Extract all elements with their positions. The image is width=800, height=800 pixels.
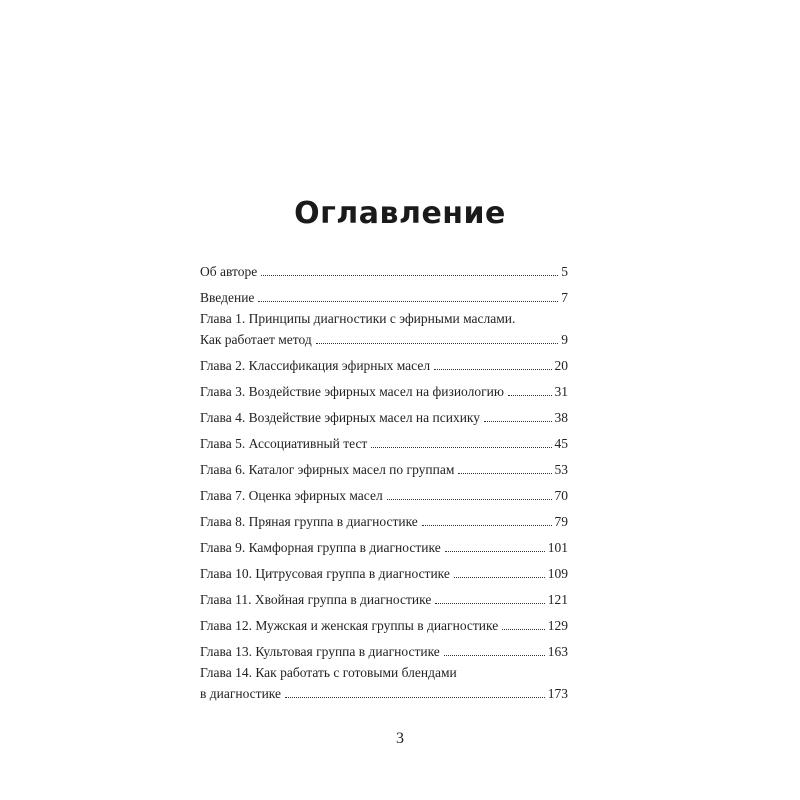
dot-leader bbox=[261, 274, 558, 276]
toc-entry-title: Глава 13. Культовая группа в диагностике bbox=[200, 644, 440, 659]
toc-entry-title: Глава 7. Оценка эфирных масел bbox=[200, 488, 383, 503]
toc-entry-page: 121 bbox=[547, 592, 568, 607]
toc-entry bbox=[200, 538, 568, 556]
toc-entry-page: 173 bbox=[547, 686, 568, 701]
toc-entry bbox=[200, 642, 568, 660]
toc-entry bbox=[200, 616, 568, 634]
dot-leader bbox=[387, 498, 552, 500]
toc-entry-title: в диагностике bbox=[200, 686, 282, 701]
toc-entry bbox=[200, 486, 568, 504]
toc-entry bbox=[200, 564, 568, 582]
toc-entry bbox=[200, 512, 568, 530]
toc-entry-page: 5 bbox=[561, 264, 568, 279]
toc-entry-page: 45 bbox=[554, 436, 568, 451]
dot-leader bbox=[435, 602, 544, 604]
toc-entry bbox=[200, 434, 568, 452]
toc-entry-title: Глава 3. Воздействие эфирных масел на физиологию bbox=[200, 384, 504, 399]
dot-leader bbox=[458, 472, 551, 474]
toc-entry-page: 38 bbox=[554, 410, 568, 425]
toc-entry-title: Глава 6. Каталог эфирных масел по группам bbox=[200, 462, 455, 477]
toc-entry-page: 31 bbox=[554, 384, 568, 399]
toc-entry bbox=[200, 288, 568, 306]
dot-leader bbox=[454, 576, 545, 578]
toc-entry-page: 109 bbox=[547, 566, 568, 581]
toc-entry-page: 129 bbox=[547, 618, 568, 633]
toc-entry bbox=[200, 684, 568, 702]
toc-entry-page: 20 bbox=[554, 358, 568, 373]
toc-entry-title: Об авторе bbox=[200, 264, 258, 279]
toc-entry-page: 163 bbox=[547, 644, 568, 659]
toc-entry-title-line1: Глава 1. Принципы диагностики с эфирными маслами. bbox=[200, 311, 516, 326]
toc-entry-page: 79 bbox=[554, 514, 568, 529]
toc-entry-title: Как работает метод bbox=[200, 332, 312, 347]
toc-entry-page: 7 bbox=[561, 290, 568, 305]
dot-leader bbox=[508, 394, 552, 396]
toc-entry-title: Глава 10. Цитрусовая группа в диагностике bbox=[200, 566, 450, 581]
dot-leader bbox=[484, 420, 551, 422]
dot-leader bbox=[434, 368, 551, 370]
toc-entry-title: Глава 11. Хвойная группа в диагностике bbox=[200, 592, 432, 607]
toc-entry-title: Глава 9. Камфорная группа в диагностике bbox=[200, 540, 441, 555]
toc-entry-page: 70 bbox=[554, 488, 568, 503]
dot-leader bbox=[422, 524, 552, 526]
page-title: Оглавление bbox=[294, 196, 506, 231]
toc-entry bbox=[200, 262, 568, 280]
toc-entry bbox=[200, 408, 568, 426]
toc-entry bbox=[200, 460, 568, 478]
toc-entry-title: Глава 4. Воздействие эфирных масел на психику bbox=[200, 410, 481, 425]
toc-entry bbox=[200, 382, 568, 400]
toc-entry-title: Введение bbox=[200, 290, 255, 305]
dot-leader bbox=[502, 628, 545, 630]
toc-entry-title: Глава 5. Ассоциативный тест bbox=[200, 436, 368, 451]
toc-entry-title: Глава 12. Мужская и женская группы в диагностике bbox=[200, 618, 499, 633]
toc-entry bbox=[200, 356, 568, 374]
toc-entry-page: 53 bbox=[554, 462, 568, 477]
dot-leader bbox=[444, 654, 545, 656]
page-number: 3 bbox=[396, 730, 404, 747]
toc-entry bbox=[200, 590, 568, 608]
dot-leader bbox=[371, 446, 551, 448]
toc-entry-title-line1: Глава 14. Как работать с готовыми блендами bbox=[200, 665, 457, 680]
toc-entry-title: Глава 2. Классификация эфирных масел bbox=[200, 358, 431, 373]
dot-leader bbox=[285, 696, 545, 698]
toc-entry bbox=[200, 330, 568, 348]
toc-entry-title: Глава 8. Пряная группа в диагностике bbox=[200, 514, 418, 529]
toc-entry-page: 9 bbox=[561, 332, 568, 347]
dot-leader bbox=[445, 550, 545, 552]
dot-leader bbox=[316, 342, 559, 344]
toc-entry-page: 101 bbox=[547, 540, 568, 555]
dot-leader bbox=[258, 300, 558, 302]
